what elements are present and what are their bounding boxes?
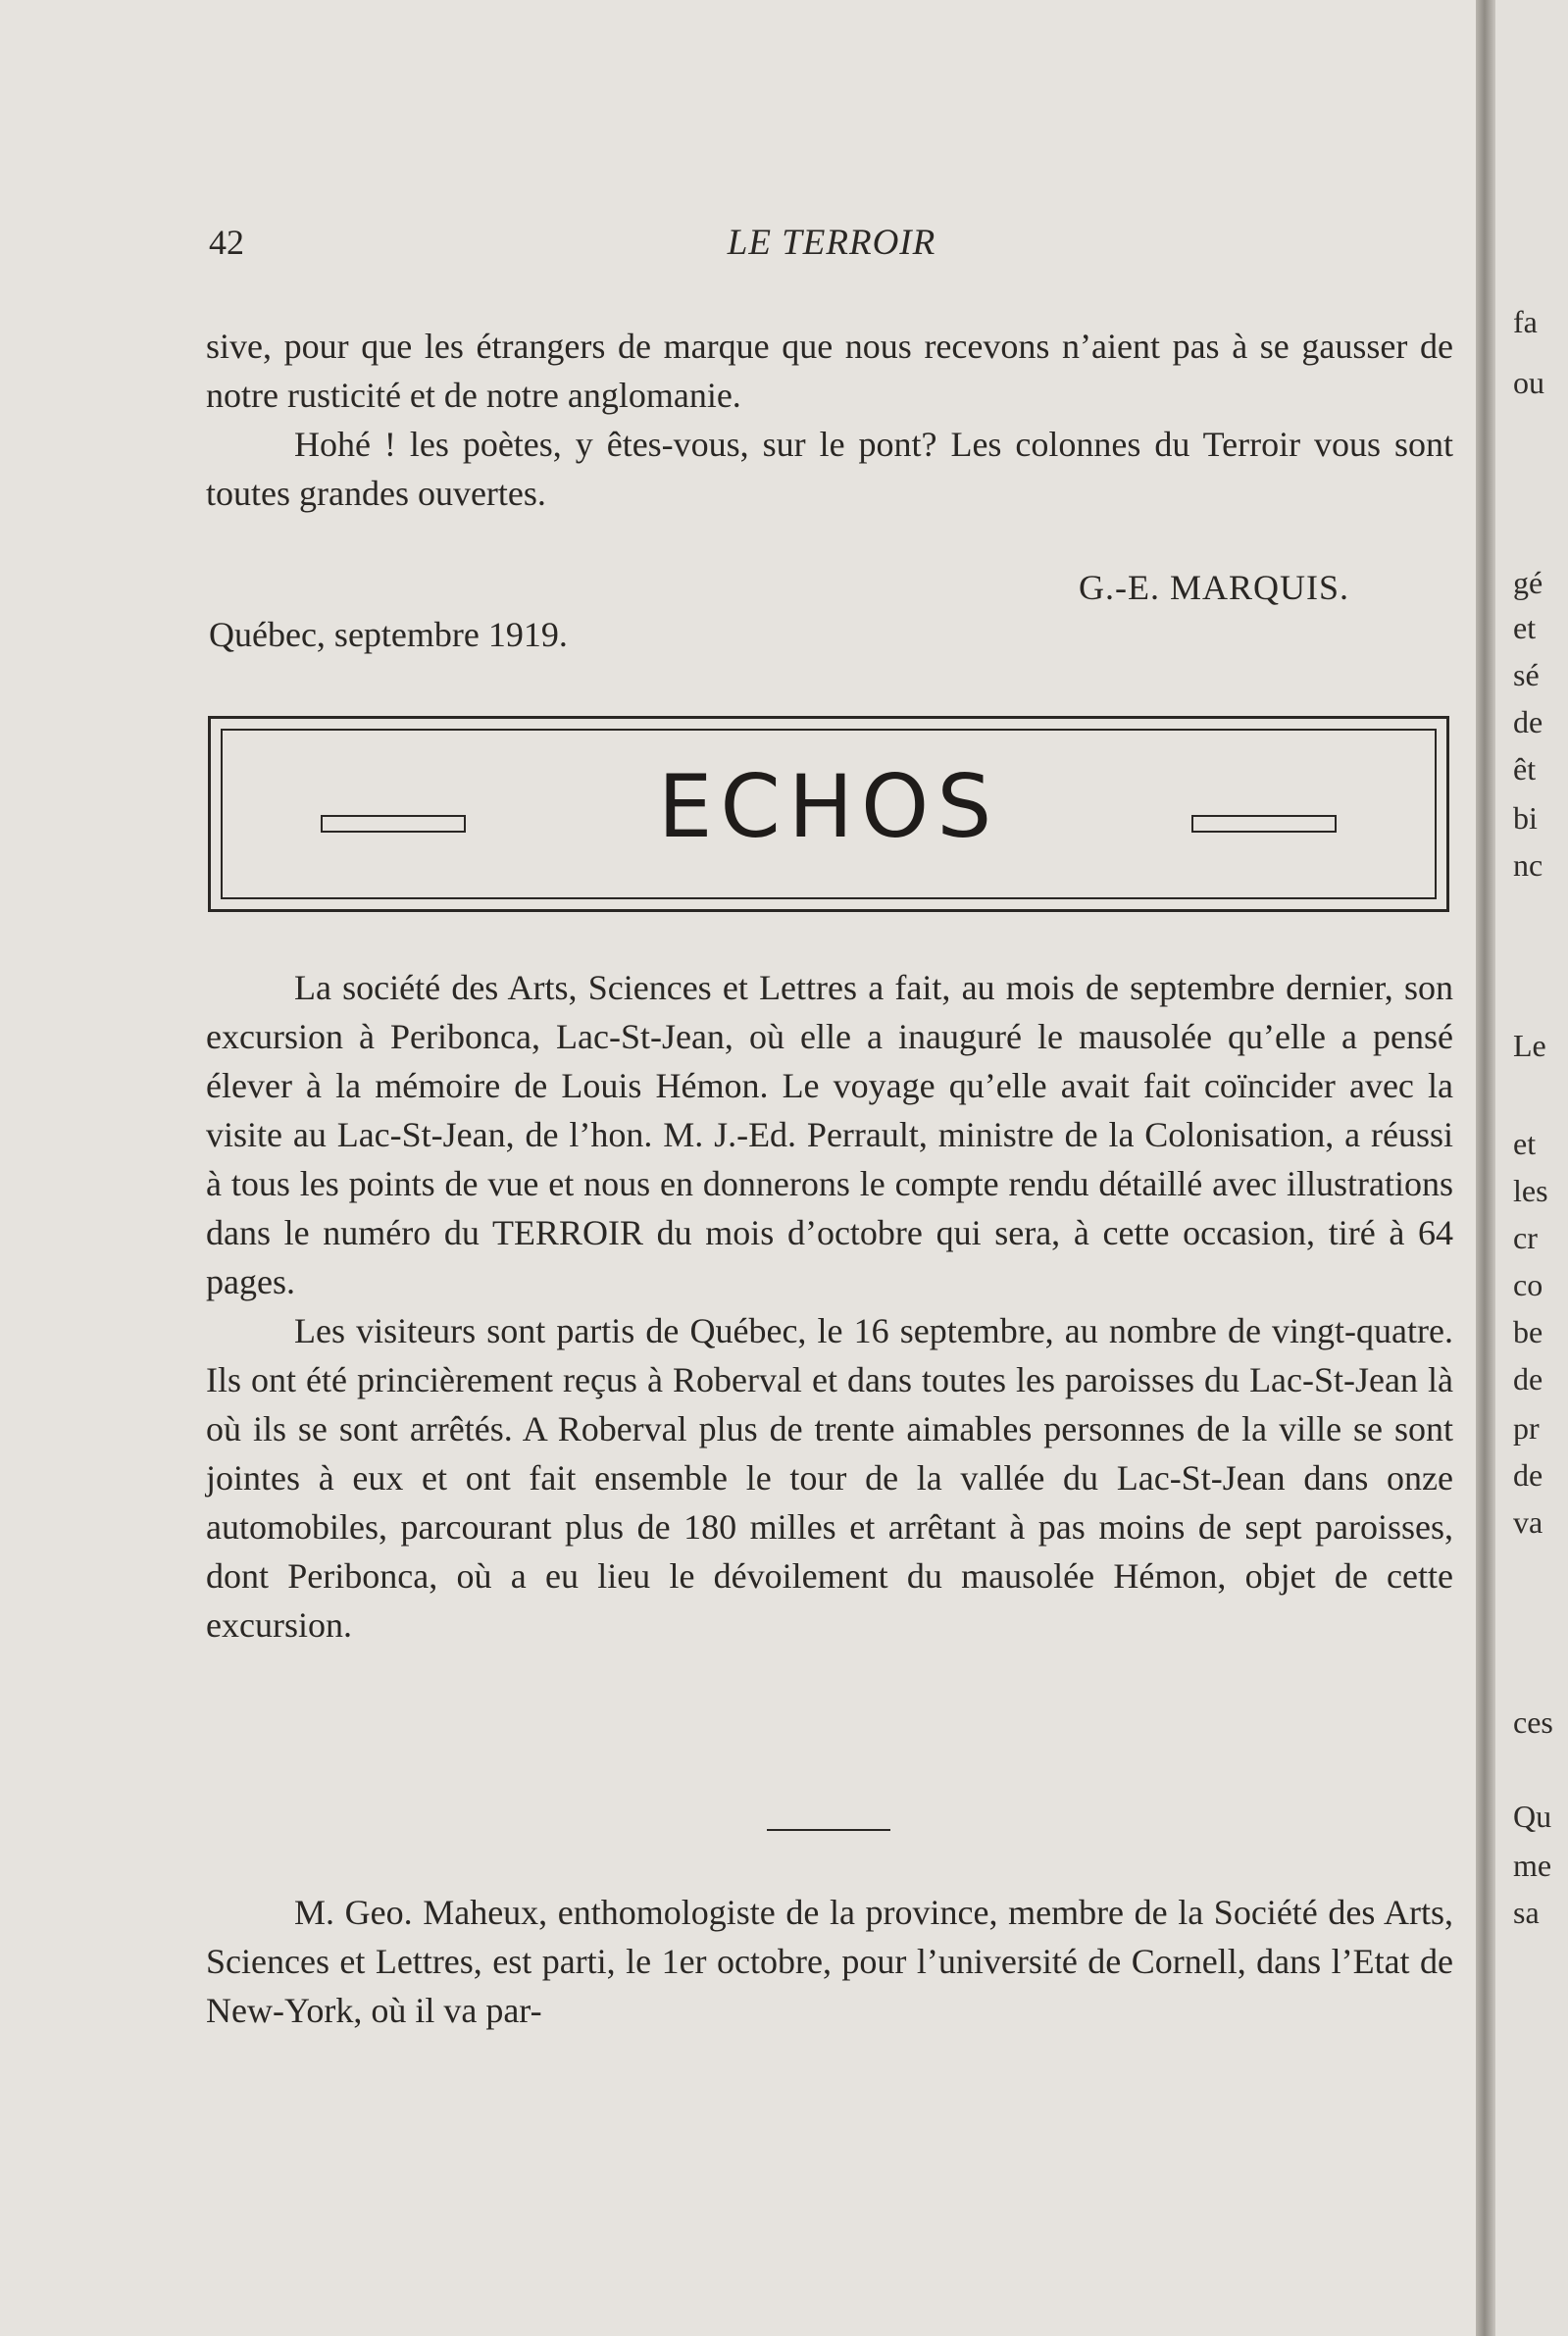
facing-page-fragment: co xyxy=(1513,1267,1543,1302)
facing-page-fragment: bi xyxy=(1513,800,1538,836)
facing-page-fragment: êt xyxy=(1513,751,1537,787)
paragraph: sive, pour que les étrangers de marque que nous recevons n’aient pas à se gausser de notre rusticité et de notre anglomanie. xyxy=(206,327,1453,415)
dateline: Québec, septembre 1919. xyxy=(209,615,568,654)
previous-article-text xyxy=(206,322,1453,518)
paragraph: Les visiteurs sont partis de Québec, le 16 septembre, au nombre de vingt-quatre. Ils ont été princièrement reçus à Roberval et dans toutes les paroisses du Lac-St-Jean là où ils se sont arrêtés. A Roberval plus de trente aimables personnes de la ville se sont jointes à eux et ont fait ensemble le tour de la vallée du Lac-St-Jean dans onze automobiles, parcourant plus de 180 milles et arrêtant à pas moins de sept paroisses, dont Peribonca, où a eu lieu le dévoilement du mausolée Hémon, objet de cette excursion. xyxy=(206,1311,1453,1645)
decorative-bar-right xyxy=(1191,815,1337,833)
facing-page-fragment: cr xyxy=(1513,1220,1538,1255)
paragraph: M. Geo. Maheux, enthomologiste de la province, membre de la Société des Arts, Sciences et Lettres, est parti, le 1er octobre, pour l’université de Cornell, dans l’Etat de New-York, où il va par- xyxy=(206,1893,1453,2030)
facing-page-fragment: gé xyxy=(1513,565,1543,600)
facing-page-fragment: les xyxy=(1513,1173,1548,1208)
running-head xyxy=(209,222,1454,271)
facing-page-fragment: ces xyxy=(1513,1704,1553,1740)
facing-page-fragment: de xyxy=(1513,704,1543,739)
echos-text-2 xyxy=(206,1888,1453,2035)
facing-page-fragment: me xyxy=(1513,1848,1552,1883)
facing-page-fragment: Qu xyxy=(1513,1799,1552,1834)
facing-page-fragment: sé xyxy=(1513,657,1540,692)
paragraph: La société des Arts, Sciences et Lettres a fait, au mois de septembre dernier, son excursion à Peribonca, Lac-St-Jean, où elle a inauguré le mausolée qu’elle a pensé élever à la mémoire de Louis Hémon. Le voyage qu’elle avait fait coïncider avec la visite au Lac-St-Jean, de l’hon. M. J.-Ed. Perrault, ministre de la Colonisation, a réussi à tous les points de vue et nous en donnerons le compte rendu détaillé avec illustrations dans le numéro du TERROIR du mois d’octobre qui sera, à cette occasion, tiré à 64 pages. xyxy=(206,968,1453,1301)
journal-title: LE TERROIR xyxy=(727,223,936,263)
facing-page-fragment: Le xyxy=(1513,1028,1546,1063)
facing-page-fragment: be xyxy=(1513,1314,1543,1349)
facing-page-fragment: et xyxy=(1513,610,1537,645)
section-title: ECHOS xyxy=(657,756,1000,857)
author-signature: G.-E. MARQUIS. xyxy=(1079,568,1350,607)
inner-frame xyxy=(221,729,1437,899)
facing-page-fragment: sa xyxy=(1513,1895,1540,1930)
echos-text-1 xyxy=(206,963,1453,1650)
facing-page-edge xyxy=(1495,0,1568,2336)
facing-page-fragment: de xyxy=(1513,1457,1543,1493)
facing-page-fragment: pr xyxy=(1513,1410,1540,1446)
facing-page-fragment: et xyxy=(1513,1126,1537,1161)
facing-page-fragment: nc xyxy=(1513,847,1543,883)
facing-page-fragment: fa xyxy=(1513,304,1538,339)
facing-page-fragment: de xyxy=(1513,1361,1543,1397)
page-number: 42 xyxy=(209,223,244,262)
facing-page-fragment: va xyxy=(1513,1504,1543,1540)
separator-rule xyxy=(767,1829,890,1831)
paragraph: Hohé ! les poètes, y êtes-vous, sur le pont? Les colonnes du Terroir vous sont toutes grandes ouvertes. xyxy=(206,425,1453,513)
facing-page-fragment: ou xyxy=(1513,365,1544,400)
section-header-frame xyxy=(208,716,1449,912)
book-gutter xyxy=(1476,0,1495,2336)
